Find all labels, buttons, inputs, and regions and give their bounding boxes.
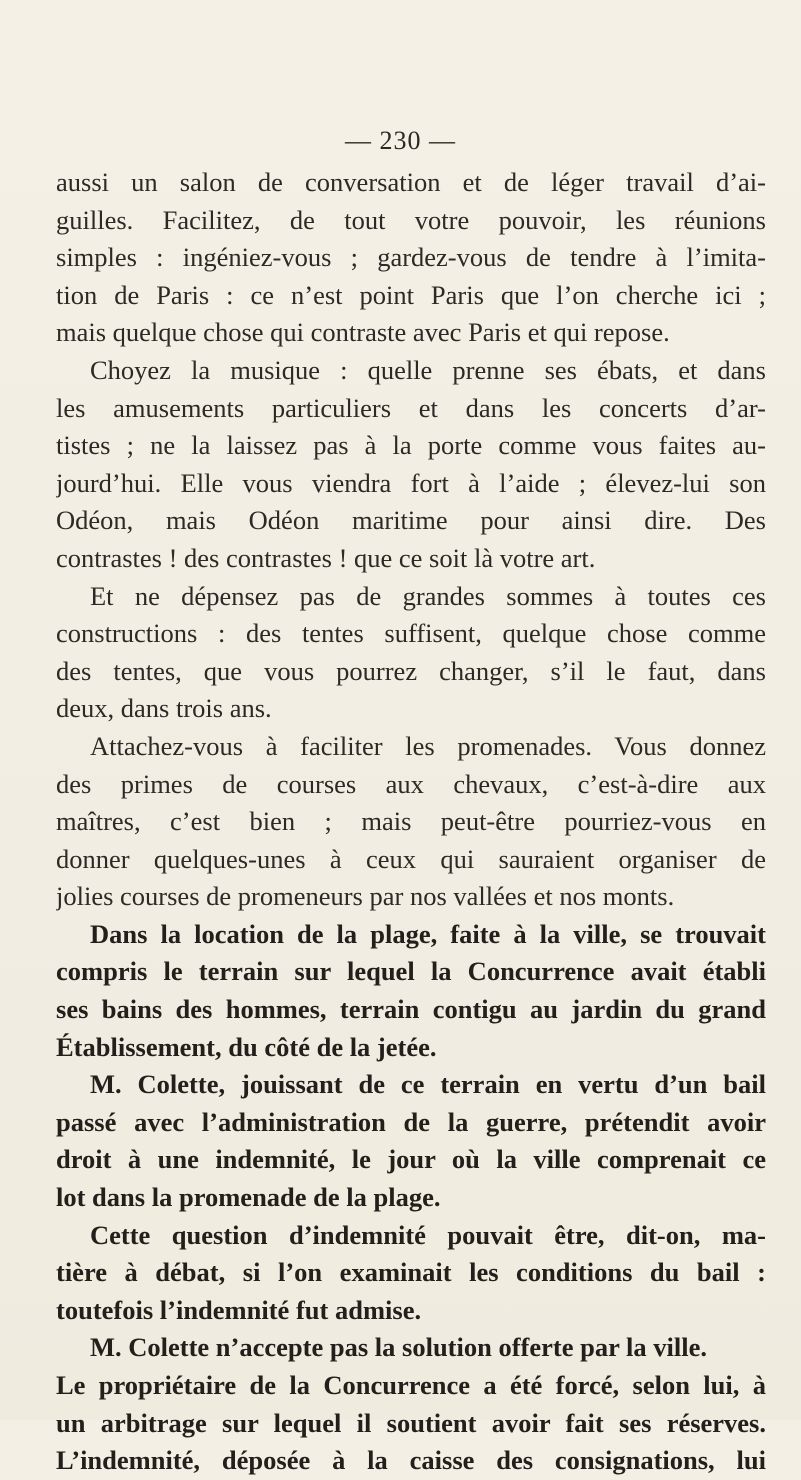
text-line: Attachez-vous à faciliter les promenades. Vous donnez	[90, 730, 766, 761]
text-line: Dans la location de la plage, faite à la ville, se trouvait	[90, 918, 766, 949]
text-line: des tentes, que vous pourrez changer, s’il le faut, dans	[56, 655, 766, 686]
text-line: contrastes ! des contrastes ! que ce soit là votre art.	[56, 542, 596, 573]
text-line: passé avec l’administration de la guerre, prétendit avoir	[56, 1106, 766, 1137]
text-line: ses bains des hommes, terrain contigu au jardin du grand	[56, 994, 766, 1025]
text-section-bold	[56, 916, 766, 1480]
text-line: deux, dans trois ans.	[56, 693, 272, 724]
text-line: Cette question d’indemnité pouvait être, dit-on, ma-	[90, 1219, 766, 1250]
text-line: des primes de courses aux chevaux, c’est-à-dire aux	[56, 768, 766, 799]
text-line: les amusements particuliers et dans les concerts d’ar-	[56, 392, 766, 423]
text-line: L’indemnité, déposée à la caisse des consignations, lui	[56, 1445, 766, 1476]
text-line: M. Colette, jouissant de ce terrain en vertu d’un bail	[90, 1069, 766, 1100]
text-line: toutefois l’indemnité fut admise.	[56, 1294, 422, 1325]
text-line: simples : ingéniez-vous ; gardez-vous de tendre à l’imita-	[56, 242, 766, 273]
page-body	[56, 164, 766, 1480]
text-line: Établissement, du côté de la jetée.	[56, 1031, 437, 1062]
text-line: mais quelque chose qui contraste avec Paris et qui repose.	[56, 317, 670, 348]
text-line: donner quelques-unes à ceux qui sauraient organiser de	[56, 843, 766, 874]
text-line: maîtres, c’est bien ; mais peut-être pourriez-vous en	[56, 806, 766, 837]
text-line: Odéon, mais Odéon maritime pour ainsi dire. Des	[56, 505, 766, 536]
text-line: un arbitrage sur lequel il soutient avoir fait ses réserves.	[56, 1407, 766, 1438]
text-line: tion de Paris : ce n’est point Paris que l’on cherche ici ;	[56, 279, 766, 310]
text-line: jourd’hui. Elle vous viendra fort à l’aide ; élevez-lui son	[56, 467, 766, 498]
page-number: — 230 —	[345, 126, 456, 155]
text-line: Choyez la musique : quelle prenne ses ébats, et dans	[90, 354, 766, 385]
text-section-regular	[56, 164, 766, 916]
text-line: Le propriétaire de la Concurrence a été forcé, selon lui, à	[56, 1370, 766, 1400]
text-line: jolies courses de promeneurs par nos vallées et nos monts.	[56, 881, 675, 912]
text-line: constructions : des tentes suffisent, quelque chose comme	[56, 618, 766, 649]
text-line: Et ne dépensez pas de grandes sommes à toutes ces	[90, 580, 766, 611]
text-line: compris le terrain sur lequel la Concurrence avait établi	[56, 956, 766, 987]
text-line: M. Colette n’accepte pas la solution offerte par la ville.	[90, 1332, 707, 1363]
text-line: aussi un salon de conversation et de léger travail d’ai-	[56, 167, 766, 197]
text-line: lot dans la promenade de la plage.	[56, 1182, 441, 1213]
text-line: tière à débat, si l’on examinait les conditions du bail :	[56, 1257, 766, 1288]
text-line: tistes ; ne la laissez pas à la porte comme vous faites au-	[56, 430, 766, 461]
text-line: guilles. Facilitez, de tout votre pouvoir, les réunions	[56, 204, 766, 235]
text-line: droit à une indemnité, le jour où la ville comprenait ce	[56, 1144, 766, 1175]
